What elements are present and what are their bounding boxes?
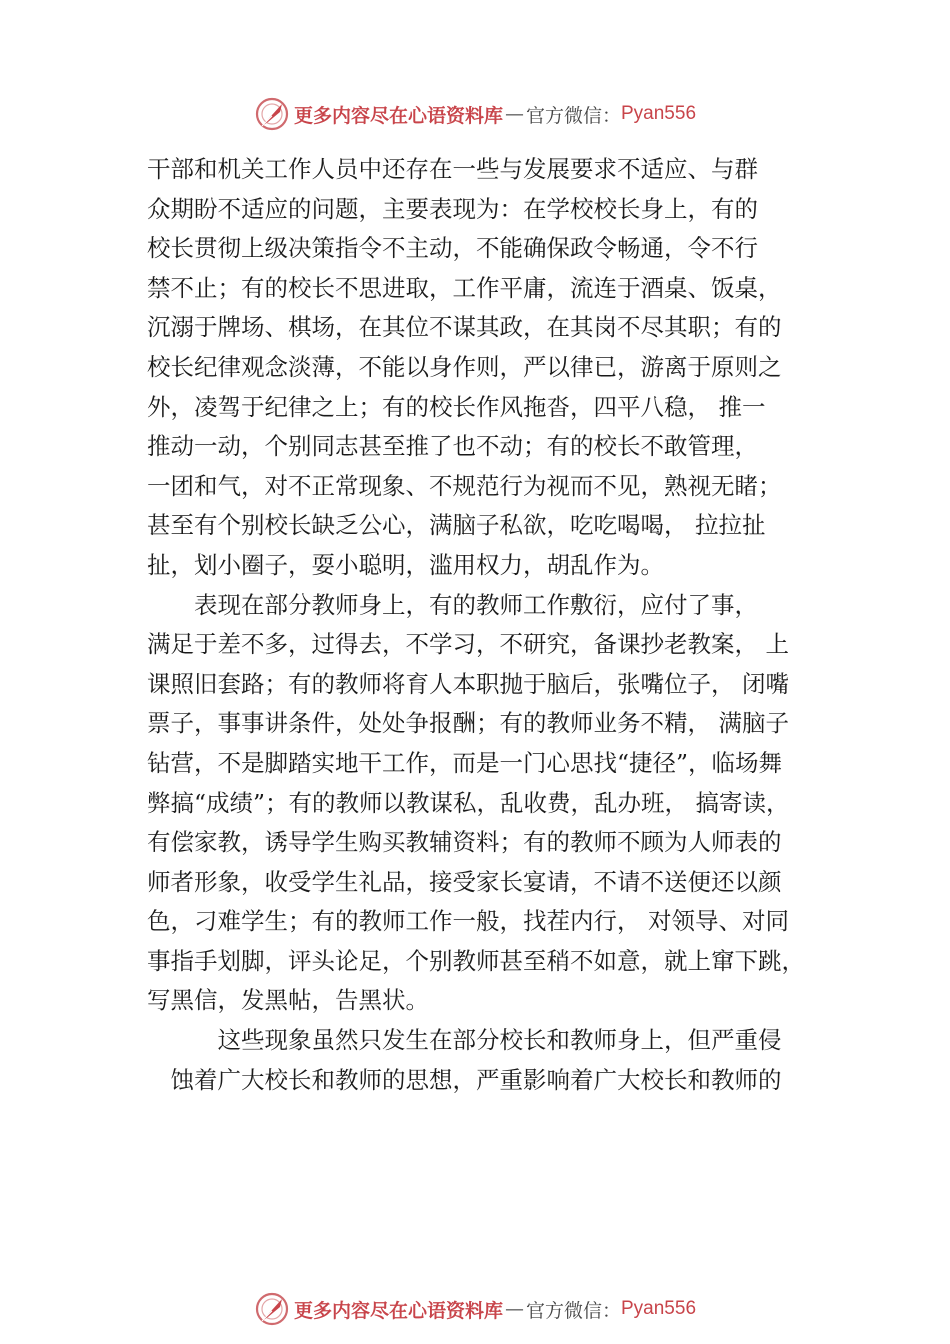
text-line: 一团和气，对不正常现象、不规范行为视而不见，熟视无睹； — [147, 471, 782, 500]
text-line: 满足于差不多，过得去，不学习，不研究，备课抄老教案， 上 — [147, 630, 789, 659]
document-body — [147, 150, 827, 1100]
text-line: 蚀着广大校长和教师的思想，严重影响着广大校长和教师的 — [147, 1065, 782, 1094]
text-line: 校长贯彻上级决策指令不主动，不能确保政令畅通，令不行 — [147, 234, 758, 263]
wechat-label: 官方微信： — [525, 1299, 621, 1322]
text-line: 课照旧套路；有的教师将育人本职抛于脑后，张嘴位子， 闭嘴 — [147, 669, 789, 698]
quill-logo-icon — [254, 1291, 290, 1327]
wechat-id: Pyan556 — [621, 103, 697, 124]
wechat-label: 官方微信： — [525, 104, 621, 127]
text-line: 写黑信，发黑帖，告黑状。 — [147, 986, 429, 1015]
text-line: 钻营，不是脚踏实地干工作，而是一门心思找“捷径”，临场舞 — [147, 748, 783, 777]
text-line: 弊搞“成绩”；有的教师以教谋私，乱收费，乱办班， 搞寄读， — [147, 788, 790, 817]
text-line: 事指手划脚，评头论足，个别教师甚至稍不如意，就上窜下跳， — [147, 946, 805, 975]
text-line: 表现在部分教师身上，有的教师工作敷衍，应付了事， — [147, 590, 758, 619]
text-line: 禁不止；有的校长不思进取，工作平庸，流连于酒桌、饭桌， — [147, 273, 782, 302]
text-line: 有偿家教，诱导学生购买教辅资料；有的教师不顾为人师表的 — [147, 828, 782, 857]
text-line: 色，刁难学生；有的教师工作一般，找茬内行， 对领导、对同 — [147, 907, 789, 936]
text-line: 甚至有个别校长缺乏公心，满脑子私欲，吃吃喝喝， 拉拉扯 — [147, 511, 766, 540]
text-line: 众期盼不适应的问题，主要表现为：在学校校长身上，有的 — [147, 194, 758, 223]
banner-separator: — — [504, 103, 524, 125]
text-line: 扯，划小圈子，耍小聪明，滥用权力，胡乱作为。 — [147, 550, 664, 579]
text-line: 这些现象虽然只发生在部分校长和教师身上，但严重侵 — [147, 1026, 782, 1055]
text-line: 外，凌驾于纪律之上；有的校长作风拖沓，四平八稳， 推一 — [147, 392, 766, 421]
quill-logo-icon — [254, 96, 290, 132]
site-name: 更多内容尽在心语资料库 — [293, 1299, 503, 1322]
wechat-id: Pyan556 — [621, 1298, 697, 1319]
text-line: 师者形象，收受学生礼品，接受家长宴请，不请不送便还以颜 — [147, 867, 782, 896]
text-line: 推动一动，个别同志甚至推了也不动；有的校长不敢管理， — [147, 432, 758, 461]
site-name: 更多内容尽在心语资料库 — [293, 104, 503, 127]
banner-separator: — — [504, 1298, 524, 1320]
text-line: 干部和机关工作人员中还存在一些与发展要求不适应、与群 — [147, 155, 758, 183]
footer-watermark — [0, 1289, 950, 1329]
text-line: 沉溺于牌场、棋场，在其位不谋其政，在其岗不尽其职；有的 — [147, 313, 782, 342]
header-watermark — [0, 94, 950, 134]
text-line: 票子，事事讲条件，处处争报酬；有的教师业务不精， 满脑子 — [147, 709, 789, 738]
text-line: 校长纪律观念淡薄，不能以身作则，严以律已，游离于原则之 — [147, 352, 782, 381]
